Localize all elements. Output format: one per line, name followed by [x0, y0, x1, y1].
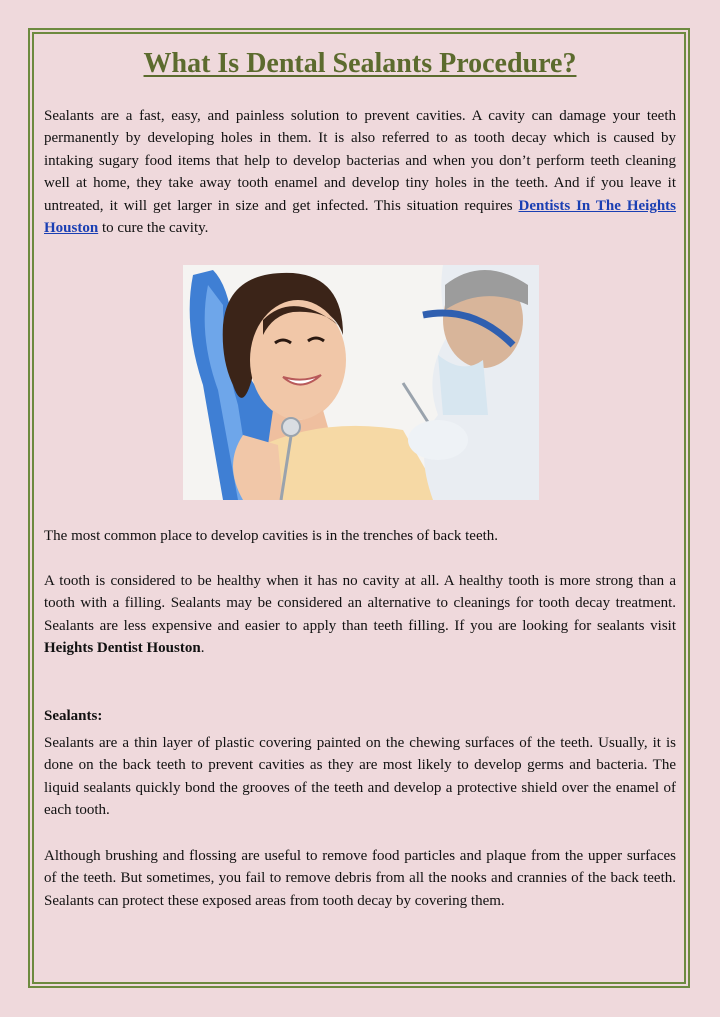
intro-paragraph — [44, 105, 676, 239]
sealants-definition-paragraph: Sealants are a thin layer of plastic covering painted on the chewing surfaces of the teeth. Usually, it is done on the back teeth to prevent cavities as they are most likely to develop germs and bacteria. The liquid sealants quickly bond the grooves of the teeth and develop a protective shield over the enamel of each tooth. — [44, 735, 676, 819]
healthy-tooth-paragraph — [44, 570, 676, 660]
brushing-flossing-paragraph: Although brushing and flossing are useful to remove food particles and plaque from the upper surfaces of the teeth. But sometimes, you fail to remove debris from all the nooks and crannies of the back teeth. Sealants can protect these exposed areas from tooth decay by covering them. — [44, 848, 676, 909]
intro-text-end: to cure the cavity. — [98, 220, 209, 237]
cavity-location-paragraph: The most common place to develop cavities is in the trenches of back teeth. — [44, 528, 499, 544]
healthy-tooth-text-end: . — [200, 640, 205, 657]
heights-dentist-houston-bold: Heights Dentist Houston — [44, 640, 201, 657]
intro-text: Sealants are a fast, easy, and painless solution to prevent cavities. A cavity can damage your teeth permanently by developing holes in them. It is also referred to as tooth decay which is caused by intaking sugary food items that help to develop bacterias and when you don’t perform teeth cleaning well at home, they take away tooth enamel and develop tiny holes in the teeth. And if you leave it untreated, it will get larger in size and get infected. This situation requires — [44, 108, 676, 214]
page-title: What Is Dental Sealants Procedure? — [143, 48, 577, 79]
dentists-heights-houston-link[interactable]: Dentists In The Heights Houston — [44, 197, 676, 237]
sealants-heading: Sealants: — [44, 708, 103, 724]
healthy-tooth-text: A tooth is considered to be healthy when it has no cavity at all. A healthy tooth is more strong than a tooth with a filling. Sealants may be considered an alternative to cleanings for tooth decay treatment. Sealants are less expensive and easier to apply than teeth filling. If you are looking for sealants visit — [44, 573, 676, 634]
dental-patient-photo — [183, 265, 539, 500]
